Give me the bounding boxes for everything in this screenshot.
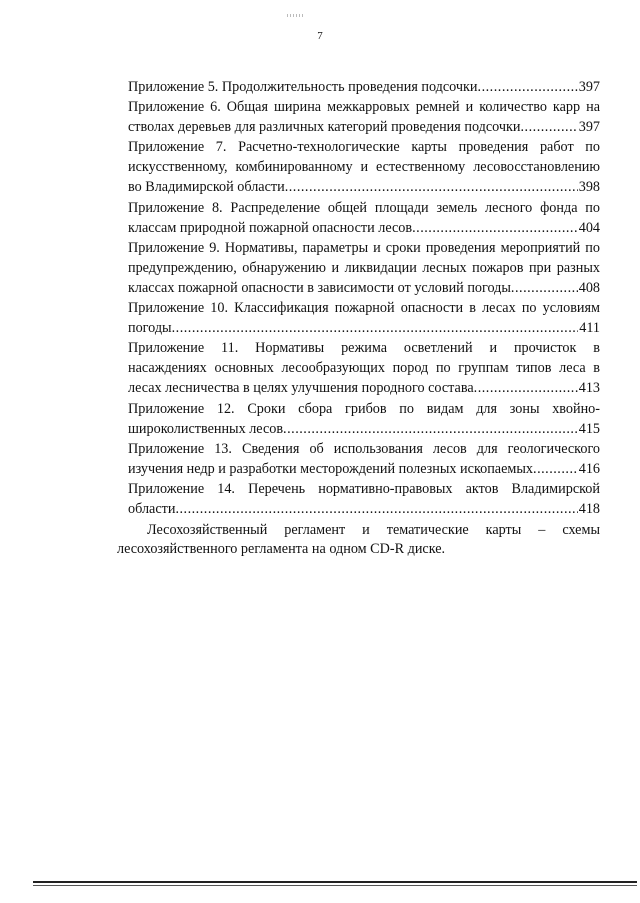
toc-line: Приложение 12. Сроки сбора грибов по видам для зоны хвойно- xyxy=(128,400,600,417)
toc-line: насаждениях основных лесообразующих пород по группам типов леса в xyxy=(128,360,600,377)
toc-line: Приложение 11. Нормативы режима осветлений и прочисток в xyxy=(128,340,600,357)
toc-line: искусственному, комбинированному и естественному лесовосстановлению xyxy=(128,159,600,176)
toc-line: предупреждению, обнаружению и ликвидации лесных пожаров при разных xyxy=(128,259,600,276)
toc-line-text: классам природной пожарной опасности лесов xyxy=(128,219,413,236)
toc-entry xyxy=(128,298,600,338)
toc-line-dotted xyxy=(128,77,600,97)
page-number: 7 xyxy=(317,30,323,42)
toc-line-dotted xyxy=(128,177,600,197)
dot-leader xyxy=(175,499,577,519)
toc-line-dotted xyxy=(128,459,600,479)
toc-line-dotted xyxy=(128,117,600,137)
footnote xyxy=(117,521,600,559)
dot-leader xyxy=(533,459,578,479)
toc-page-number: 411 xyxy=(579,320,600,337)
toc-entry xyxy=(128,399,600,439)
toc-line-text: во Владимирской области xyxy=(128,179,285,196)
toc-page-number: 398 xyxy=(578,179,600,196)
toc-page-number: 413 xyxy=(578,380,600,397)
toc-entry xyxy=(128,97,600,137)
toc-entry xyxy=(128,137,600,197)
bottom-rule xyxy=(33,881,637,883)
scan-speck xyxy=(287,14,305,17)
toc-line: Приложение 9. Нормативы, параметры и сроки проведения мероприятий по xyxy=(128,239,600,256)
toc-page-number: 418 xyxy=(578,500,600,517)
table-of-contents xyxy=(128,77,600,519)
footnote-line-2: лесохозяйственного регламента на одном CD-R диске. xyxy=(117,541,446,557)
dot-leader xyxy=(283,419,578,439)
toc-page-number: 416 xyxy=(578,460,600,477)
dot-leader xyxy=(521,117,578,137)
dot-leader xyxy=(474,378,578,398)
toc-line-text: лесах лесничества в целях улучшения породного состава xyxy=(128,380,474,397)
toc-line-text: широколиственных лесов xyxy=(128,420,284,437)
toc-entry xyxy=(128,77,600,97)
toc-line: Приложение 8. Распределение общей площади земель лесного фонда по xyxy=(128,199,600,216)
toc-page-number: 404 xyxy=(578,219,600,236)
toc-line: Приложение 10. Классификация пожарной опасности в лесах по условиям xyxy=(128,300,600,317)
toc-page-number: 397 xyxy=(578,79,600,95)
toc-line-text: изучения недр и разработки месторождений полезных ископаемых xyxy=(128,460,534,477)
toc-line-dotted xyxy=(128,419,600,439)
footnote-line-1: Лесохозяйственный регламент и тематические карты – схемы xyxy=(147,522,600,538)
toc-line-dotted xyxy=(128,278,600,298)
toc-page-number: 415 xyxy=(578,420,600,437)
toc-line-text: области xyxy=(128,500,176,517)
toc-line: Приложение 14. Перечень нормативно-правовых актов Владимирской xyxy=(128,480,600,497)
toc-page-number: 408 xyxy=(578,279,600,296)
toc-entry xyxy=(128,479,600,519)
toc-entry xyxy=(128,198,600,238)
toc-line-text: Приложение 5. Продолжительность проведения подсочки xyxy=(128,79,478,95)
toc-line: Приложение 13. Сведения об использования лесов для геологического xyxy=(128,440,600,457)
toc-page-number: 397 xyxy=(578,119,600,136)
dot-leader xyxy=(478,77,578,97)
toc-line-dotted xyxy=(128,318,600,338)
toc-line-text: классах пожарной опасности в зависимости от условий погоды xyxy=(128,279,511,296)
toc-line-text: стволах деревьев для различных категорий проведения подсочки xyxy=(128,119,521,136)
toc-entry xyxy=(128,439,600,479)
toc-line-dotted xyxy=(128,218,600,238)
toc-line: Приложение 7. Расчетно-технологические карты проведения работ по xyxy=(128,139,600,156)
toc-line-dotted xyxy=(128,499,600,519)
dot-leader xyxy=(285,177,578,197)
toc-line: Приложение 6. Общая ширина межкарровых ремней и количество карр на xyxy=(128,99,600,116)
dot-leader xyxy=(412,218,578,238)
toc-entry xyxy=(128,338,600,398)
toc-line-dotted xyxy=(128,378,600,398)
toc-entry xyxy=(128,238,600,298)
dot-leader xyxy=(172,318,579,338)
bottom-rule-thin xyxy=(33,885,637,886)
toc-line-text: погоды xyxy=(128,320,172,337)
dot-leader xyxy=(511,278,578,298)
